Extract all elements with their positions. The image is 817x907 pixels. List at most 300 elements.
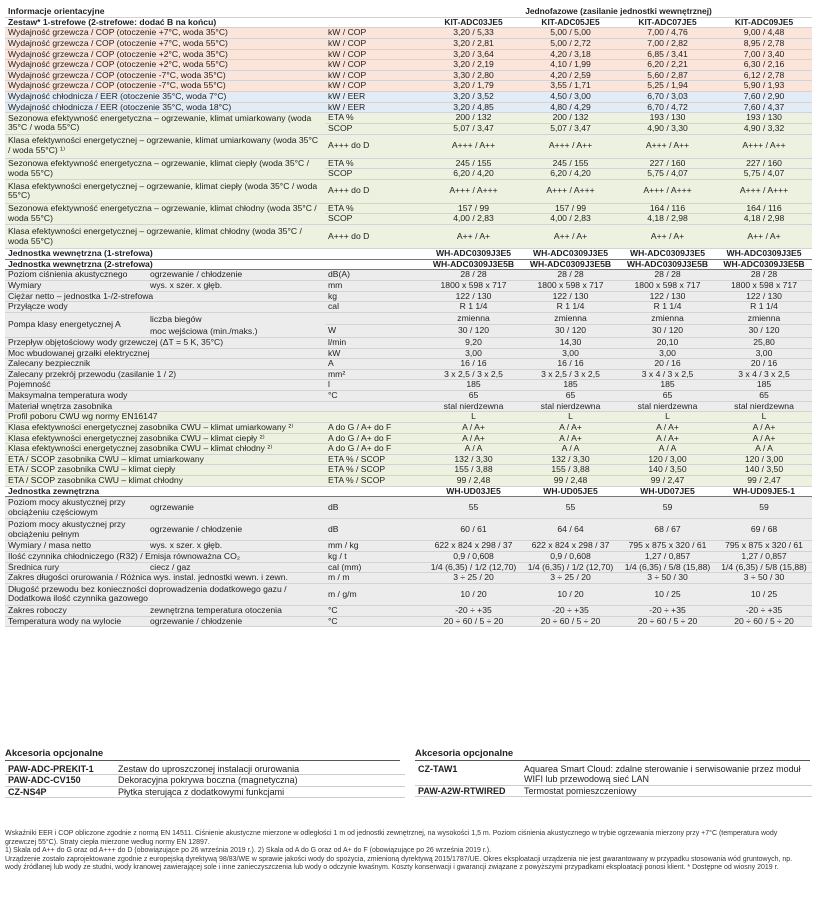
value-cell: R 1 1/4 xyxy=(619,302,716,313)
value-cell: 3 ÷ 25 / 20 xyxy=(425,573,522,584)
value-cell: 69 / 68 xyxy=(716,519,812,541)
value-cell: KIT-ADC03JE5 xyxy=(425,17,522,28)
row-label xyxy=(5,312,325,337)
value-cell: 155 / 3,88 xyxy=(522,465,619,476)
indoor-title-1: Jednostka wewnętrzna (1-strefowa) xyxy=(5,249,425,260)
spec-row xyxy=(5,380,812,391)
value-cell: 28 / 28 xyxy=(619,270,716,281)
footnotes xyxy=(5,830,805,873)
value-cell: zmienna xyxy=(522,312,619,325)
row-label xyxy=(5,562,325,573)
row-unit: m / m xyxy=(325,573,425,584)
value-cell: L xyxy=(716,412,812,423)
row-unit: dB xyxy=(325,497,425,519)
spec-row xyxy=(5,92,812,103)
value-cell: WH-UD03JE5 xyxy=(425,486,522,497)
value-cell: 20 ÷ 60 / 5 ÷ 20 xyxy=(716,616,812,627)
value-cell: A / A xyxy=(619,444,716,455)
value-cell: 5,00 / 5,00 xyxy=(522,28,619,39)
value-cell: 55 xyxy=(425,497,522,519)
row-label xyxy=(5,280,325,291)
value-cell: 3,00 xyxy=(522,348,619,359)
row-unit: °C xyxy=(325,391,425,402)
row-unit: A+++ do D xyxy=(325,225,425,249)
value-cell: 4,90 / 3,32 xyxy=(716,123,812,134)
spec-row xyxy=(5,113,812,124)
row-label-text: Temperatura wody na wylocie xyxy=(8,616,122,626)
value-cell: 0,9 / 0,608 xyxy=(425,551,522,562)
value-cell: zmienna xyxy=(619,312,716,325)
value-cell: 120 / 3,00 xyxy=(716,454,812,465)
value-cell: 3 x 4 / 3 x 2,5 xyxy=(619,369,716,380)
value-cell: 185 xyxy=(716,380,812,391)
spec-row xyxy=(5,291,812,302)
value-cell: 0,9 / 0,608 xyxy=(522,551,619,562)
value-cell: 20 ÷ 60 / 5 ÷ 20 xyxy=(619,616,716,627)
row-label xyxy=(5,605,325,616)
pump-label: Pompa klasy energetycznej A xyxy=(8,319,121,330)
row-label: Zalecany bezpiecznik xyxy=(5,359,325,370)
row-sub-label: ogrzewanie xyxy=(150,501,194,512)
row-label: Sezonowa efektywność energetyczna – ogrzewanie, klimat chłodny (woda 35°C / woda 55°C) xyxy=(5,203,325,224)
spec-row xyxy=(5,433,812,444)
row-unit: kW / COP xyxy=(325,81,425,92)
row-label: Wydajność grzewcza / COP (otoczenie +7°C, woda 35°C) xyxy=(5,28,325,39)
row-label: Długość przewodu bez konieczności doprowadzenia dodatkowego gazu / Dodatkowa ilość czynnika gazowego xyxy=(5,583,325,605)
value-cell: 6,30 / 2,16 xyxy=(716,60,812,71)
value-cell: A / A xyxy=(522,444,619,455)
row-sub-label: wys. x szer. x głęb. xyxy=(150,280,223,290)
value-cell: 3 x 4 / 3 x 2,5 xyxy=(716,369,812,380)
value-cell: R 1 1/4 xyxy=(425,302,522,313)
row-sub-label: ogrzewanie / chłodzenie xyxy=(150,523,243,534)
value-cell: 164 / 116 xyxy=(716,203,812,214)
value-cell: WH-ADC0309J3E5 xyxy=(716,249,812,260)
value-cell: A+++ / A++ xyxy=(619,134,716,158)
row-unit: A+++ do D xyxy=(325,134,425,158)
accessory-row xyxy=(5,775,405,786)
spec-row xyxy=(5,70,812,81)
row-unit: kg xyxy=(325,291,425,302)
row-label: Profil poboru CWU wg normy EN16147 xyxy=(5,412,325,423)
value-cell: 1/4 (6,35) / 1/2 (12,70) xyxy=(522,562,619,573)
value-cell: 7,00 / 2,82 xyxy=(619,38,716,49)
row-unit: kW / COP xyxy=(325,28,425,39)
value-cell: 65 xyxy=(716,391,812,402)
row-unit: W xyxy=(325,325,425,338)
value-cell: 9,20 xyxy=(425,337,522,348)
value-cell: 25,80 xyxy=(716,337,812,348)
value-cell: 65 xyxy=(619,391,716,402)
value-cell: 3,30 / 2,80 xyxy=(425,70,522,81)
row-unit: kW / COP xyxy=(325,70,425,81)
row-unit: kW / EER xyxy=(325,92,425,103)
value-cell: 3,20 / 1,79 xyxy=(425,81,522,92)
spec-row xyxy=(5,60,812,71)
accessory-code: PAW-ADC-CV150 xyxy=(5,775,115,786)
spec-row xyxy=(5,616,812,627)
value-cell: zmienna xyxy=(716,312,812,325)
value-cell: 3 x 2,5 / 3 x 2,5 xyxy=(522,369,619,380)
accessory-description: Zestaw do uproszczonej instalacji orurowania xyxy=(115,764,405,775)
value-cell: 1/4 (6,35) / 1/2 (12,70) xyxy=(425,562,522,573)
value-cell: A+++ / A++ xyxy=(425,134,522,158)
accessories-right-title: Akcesoria opcjonalne xyxy=(415,748,810,761)
value-cell: R 1 1/4 xyxy=(522,302,619,313)
spec-row xyxy=(5,486,812,497)
value-cell: A / A+ xyxy=(619,433,716,444)
row-label: Ciężar netto – jednostka 1-/2-strefowa xyxy=(5,291,325,302)
value-cell: A / A+ xyxy=(716,422,812,433)
value-cell: 227 / 160 xyxy=(619,158,716,169)
row-unit: SCOP xyxy=(325,123,425,134)
row-label xyxy=(5,519,325,541)
value-cell: 1800 x 598 x 717 xyxy=(619,280,716,291)
row-sub-label: wys. x szer. x głęb. xyxy=(150,540,223,551)
value-cell: 5,75 / 4,07 xyxy=(716,169,812,180)
row-label: Wydajność chłodnicza / EER (otoczenie 35°C, woda 18°C) xyxy=(5,102,325,113)
spec-row xyxy=(5,369,812,380)
row-label: Przepływ objętościowy wody grzewczej (ΔT = 5 K, 35°C) xyxy=(5,337,325,348)
row-unit: mm xyxy=(325,280,425,291)
value-cell: 7,60 / 4,37 xyxy=(716,102,812,113)
value-cell: A++ / A+ xyxy=(425,225,522,249)
value-cell: 155 / 3,88 xyxy=(425,465,522,476)
row-unit xyxy=(325,401,425,412)
spec-row xyxy=(5,519,812,541)
spec-row xyxy=(5,551,812,562)
row-unit: cal xyxy=(325,302,425,313)
value-cell: 227 / 160 xyxy=(716,158,812,169)
value-cell: 5,07 / 3,47 xyxy=(522,123,619,134)
value-cell: 245 / 155 xyxy=(425,158,522,169)
value-cell: 7,00 / 3,40 xyxy=(716,49,812,60)
spec-row xyxy=(5,401,812,412)
spec-row xyxy=(5,38,812,49)
value-cell: 3,00 xyxy=(716,348,812,359)
row-sub-label: ogrzewanie / chłodzenie xyxy=(150,269,243,280)
value-cell: 5,60 / 2,87 xyxy=(619,70,716,81)
spec-row xyxy=(5,225,812,249)
value-cell: KIT-ADC09JE5 xyxy=(716,17,812,28)
value-cell: 122 / 130 xyxy=(425,291,522,302)
value-cell: A+++ / A++ xyxy=(716,134,812,158)
spec-row xyxy=(5,249,812,260)
value-cell: 20 / 16 xyxy=(619,359,716,370)
value-cell: 6,70 / 4,72 xyxy=(619,102,716,113)
row-unit xyxy=(325,312,425,325)
value-cell: zmienna xyxy=(425,312,522,325)
accessory-code: PAW-A2W-RTWIRED xyxy=(415,785,521,796)
value-cell: 8,95 / 2,78 xyxy=(716,38,812,49)
value-cell: 200 / 132 xyxy=(425,113,522,124)
row-label: ETA / SCOP zasobnika CWU – klimat chłodny xyxy=(5,476,325,487)
row-unit: kW xyxy=(325,348,425,359)
value-cell: 193 / 130 xyxy=(619,113,716,124)
value-cell: 65 xyxy=(522,391,619,402)
value-cell: 185 xyxy=(522,380,619,391)
row-label: Klasa efektywności energetycznej zasobnika CWU – klimat umiarkowany ²⁾ xyxy=(5,422,325,433)
value-cell: 5,25 / 1,94 xyxy=(619,81,716,92)
value-cell: 1800 x 598 x 717 xyxy=(716,280,812,291)
spec-row xyxy=(5,270,812,281)
row-unit: SCOP xyxy=(325,169,425,180)
value-cell: 3,20 / 3,64 xyxy=(425,49,522,60)
value-cell: 622 x 824 x 298 / 37 xyxy=(522,541,619,552)
value-cell: 6,85 / 3,41 xyxy=(619,49,716,60)
value-cell: 185 xyxy=(425,380,522,391)
value-cell: 122 / 130 xyxy=(619,291,716,302)
value-cell: 5,75 / 4,07 xyxy=(619,169,716,180)
value-cell: 1/4 (6,35) / 5/8 (15,88) xyxy=(716,562,812,573)
accessory-row xyxy=(5,786,405,797)
value-cell: 140 / 3,50 xyxy=(619,465,716,476)
value-cell: 20 ÷ 60 / 5 ÷ 20 xyxy=(425,616,522,627)
value-cell: WH-ADC0309J3E5B xyxy=(425,259,522,270)
value-cell: 30 / 120 xyxy=(619,325,716,338)
value-cell: A / A+ xyxy=(716,433,812,444)
accessory-code: CZ-TAW1 xyxy=(415,764,521,785)
row-label-text: Wymiary xyxy=(8,280,42,290)
row-label: Wydajność chłodnicza / EER (otoczenie 35°C, woda 7°C) xyxy=(5,92,325,103)
value-cell: WH-UD07JE5 xyxy=(619,486,716,497)
accessory-description: Termostat pomieszczeniowy xyxy=(521,785,812,796)
accessories-left-table xyxy=(5,764,405,798)
spec-row xyxy=(5,348,812,359)
row-label: Materiał wnętrza zasobnika xyxy=(5,401,325,412)
row-unit: A do G / A+ do F xyxy=(325,444,425,455)
row-unit: m / g/m xyxy=(325,583,425,605)
value-cell: 59 xyxy=(716,497,812,519)
spec-row xyxy=(5,81,812,92)
value-cell: 3,55 / 1,71 xyxy=(522,81,619,92)
row-label-text: Zakres roboczy xyxy=(8,605,67,615)
value-cell: 4,18 / 2,98 xyxy=(619,214,716,225)
row-unit: ETA % xyxy=(325,203,425,214)
value-cell: 4,80 / 4,29 xyxy=(522,102,619,113)
value-cell: A+++ / A+++ xyxy=(619,179,716,203)
value-cell: 1,27 / 0,857 xyxy=(619,551,716,562)
spec-table xyxy=(5,7,812,627)
value-cell: stal nierdzewna xyxy=(619,401,716,412)
value-cell: A / A xyxy=(425,444,522,455)
row-label: Klasa efektywności energetycznej – ogrzewanie, klimat ciepły (woda 35°C / woda 55°C) xyxy=(5,179,325,203)
spec-row xyxy=(5,203,812,214)
value-cell: 795 x 875 x 320 / 61 xyxy=(619,541,716,552)
value-cell: 200 / 132 xyxy=(522,113,619,124)
value-cell: 7,60 / 2,90 xyxy=(716,92,812,103)
value-cell: 4,20 / 3,18 xyxy=(522,49,619,60)
value-cell: 6,20 / 4,20 xyxy=(425,169,522,180)
value-cell: 122 / 130 xyxy=(716,291,812,302)
value-cell: 5,07 / 3,47 xyxy=(425,123,522,134)
row-sub-label: ogrzewanie / chłodzenie xyxy=(150,616,243,626)
value-cell: WH-ADC0309J3E5 xyxy=(425,249,522,260)
row-unit: dB(A) xyxy=(325,270,425,281)
spec-row xyxy=(5,412,812,423)
value-cell: WH-UD09JE5-1 xyxy=(716,486,812,497)
value-cell: 4,10 / 1,99 xyxy=(522,60,619,71)
value-cell: 99 / 2,48 xyxy=(522,476,619,487)
value-cell: A+++ / A+++ xyxy=(425,179,522,203)
spec-row xyxy=(5,465,812,476)
row-label: Wydajność grzewcza / COP (otoczenie +2°C, woda 55°C) xyxy=(5,60,325,71)
spec-row xyxy=(5,302,812,313)
outdoor-title: Jednostka zewnętrzna xyxy=(5,486,425,497)
row-label: Wydajność grzewcza / COP (otoczenie -7°C, woda 55°C) xyxy=(5,81,325,92)
value-cell: 59 xyxy=(619,497,716,519)
value-cell: 99 / 2,47 xyxy=(619,476,716,487)
accessory-row xyxy=(415,764,812,785)
row-unit: kg / t xyxy=(325,551,425,562)
value-cell: 3 x 2,5 / 3 x 2,5 xyxy=(425,369,522,380)
value-cell: 99 / 2,47 xyxy=(716,476,812,487)
value-cell: 28 / 28 xyxy=(716,270,812,281)
row-label: ETA / SCOP zasobnika CWU – klimat ciepły xyxy=(5,465,325,476)
pump-sub-labels xyxy=(150,313,257,337)
row-label: Sezonowa efektywność energetyczna – ogrzewanie, klimat umiarkowany (woda 35°C / woda 55°C) xyxy=(5,113,325,134)
value-cell: A / A+ xyxy=(425,422,522,433)
value-cell: 193 / 130 xyxy=(716,113,812,124)
value-cell: 20 / 16 xyxy=(716,359,812,370)
row-label-text: Poziom ciśnienia akustycznego xyxy=(8,269,128,280)
pump-sub-label: liczba biegów xyxy=(150,313,202,324)
row-label: Przyłącze wody xyxy=(5,302,325,313)
value-cell: WH-ADC0309J3E5B xyxy=(522,259,619,270)
value-cell: stal nierdzewna xyxy=(716,401,812,412)
spec-row xyxy=(5,454,812,465)
value-cell: WH-UD05JE5 xyxy=(522,486,619,497)
row-label xyxy=(5,497,325,519)
value-cell: 60 / 61 xyxy=(425,519,522,541)
spec-row xyxy=(5,476,812,487)
row-label: Zalecany przekrój przewodu (zasilanie 1 / 2) xyxy=(5,369,325,380)
row-label xyxy=(5,541,325,552)
row-label: Pojemność xyxy=(5,380,325,391)
value-cell: 245 / 155 xyxy=(522,158,619,169)
set-label: Zestaw* 1-strefowe (2-strefowe: dodać B na końcu) xyxy=(5,17,425,28)
spec-row xyxy=(5,583,812,605)
value-cell: 140 / 3,50 xyxy=(716,465,812,476)
value-cell: -20 ÷ +35 xyxy=(619,605,716,616)
value-cell: 10 / 20 xyxy=(522,583,619,605)
row-unit: kW / COP xyxy=(325,60,425,71)
spec-row xyxy=(5,562,812,573)
row-unit xyxy=(325,412,425,423)
value-cell: 9,00 / 4,48 xyxy=(716,28,812,39)
value-cell: 6,70 / 3,03 xyxy=(619,92,716,103)
row-unit: kW / COP xyxy=(325,38,425,49)
value-cell: 6,12 / 2,78 xyxy=(716,70,812,81)
value-cell: 55 xyxy=(522,497,619,519)
value-cell: A / A+ xyxy=(522,422,619,433)
spec-row xyxy=(5,49,812,60)
value-cell: 1800 x 598 x 717 xyxy=(522,280,619,291)
value-cell: 1/4 (6,35) / 5/8 (15,88) xyxy=(619,562,716,573)
row-unit: A do G / A+ do F xyxy=(325,433,425,444)
value-cell: KIT-ADC07JE5 xyxy=(619,17,716,28)
spec-row xyxy=(5,422,812,433)
row-label: Zakres długości orurowania / Różnica wys. instal. jednostki wewn. i zewn. xyxy=(5,573,325,584)
row-unit: cal (mm) xyxy=(325,562,425,573)
value-cell: 20,10 xyxy=(619,337,716,348)
value-cell: -20 ÷ +35 xyxy=(716,605,812,616)
value-cell: 4,00 / 2,83 xyxy=(425,214,522,225)
value-cell: 30 / 120 xyxy=(716,325,812,338)
row-label: Maksymalna temperatura wody xyxy=(5,391,325,402)
spec-row xyxy=(5,605,812,616)
value-cell: A++ / A+ xyxy=(522,225,619,249)
value-cell: 157 / 99 xyxy=(522,203,619,214)
footnote-3: Urządzenie zostało zaprojektowane zgodnie z europejską dyrektywą 98/83/WE w sprawie jakości wody do spożycia, zmienioną dyrektywą 2015/1787/UE. Okres eksploatacji urządzenia nie jest gwarantowany w przypadku stosowania wód gruntowych, np. wody źródlanej lub wody ze studni, wody kranowej zawierającej sole i inne zanieczyszczenia lub wody o odczynie kwaśnym. Koszty konserwacji i gwarancji związane z powyższymi przypadkami eksploatacji ponosi klient. * Dostępne od wiosny 2019 r. xyxy=(5,855,793,872)
spec-row xyxy=(5,312,812,325)
value-cell: 122 / 130 xyxy=(522,291,619,302)
row-unit: SCOP xyxy=(325,214,425,225)
row-label: Klasa efektywności energetycznej – ogrzewanie, klimat chłodny (woda 35°C / woda 55°C) xyxy=(5,225,325,249)
spec-row xyxy=(5,573,812,584)
value-cell: WH-ADC0309J3E5 xyxy=(619,249,716,260)
value-cell: 185 xyxy=(619,380,716,391)
row-unit: mm² xyxy=(325,369,425,380)
row-unit: °C xyxy=(325,605,425,616)
spec-row xyxy=(5,102,812,113)
row-label: Wydajność grzewcza / COP (otoczenie +2°C, woda 35°C) xyxy=(5,49,325,60)
row-unit: A xyxy=(325,359,425,370)
value-cell: 20 ÷ 60 / 5 ÷ 20 xyxy=(522,616,619,627)
row-label: Klasa efektywności energetycznej zasobnika CWU – klimat chłodny ²⁾ xyxy=(5,444,325,455)
value-cell: 1800 x 598 x 717 xyxy=(425,280,522,291)
row-label: Klasa efektywności energetycznej – ogrzewanie, klimat umiarkowany (woda 35°C / woda 55°C) ¹⁾ xyxy=(5,134,325,158)
row-unit: dB xyxy=(325,519,425,541)
info-title: Informacje orientacyjne xyxy=(5,7,425,17)
value-cell: 28 / 28 xyxy=(425,270,522,281)
row-unit: ETA % xyxy=(325,113,425,124)
row-label: Ilość czynnika chłodniczego (R32) / Emisja równoważna CO₂ xyxy=(5,551,325,562)
row-label-text: Poziom mocy akustycznej przy obciążeniu pełnym xyxy=(8,519,126,539)
value-cell: KIT-ADC05JE5 xyxy=(522,17,619,28)
row-unit: kW / COP xyxy=(325,49,425,60)
value-cell: A / A+ xyxy=(425,433,522,444)
value-cell: A++ / A+ xyxy=(619,225,716,249)
value-cell: R 1 1/4 xyxy=(716,302,812,313)
spec-row xyxy=(5,7,812,17)
row-label: ETA / SCOP zasobnika CWU – klimat umiarkowany xyxy=(5,454,325,465)
accessory-code: CZ-NS4P xyxy=(5,786,115,797)
value-cell: 3,00 xyxy=(619,348,716,359)
value-cell: 3,20 / 2,19 xyxy=(425,60,522,71)
value-cell: A / A+ xyxy=(619,422,716,433)
value-cell: 64 / 64 xyxy=(522,519,619,541)
value-cell: 3,00 xyxy=(425,348,522,359)
value-cell: 5,90 / 1,93 xyxy=(716,81,812,92)
value-cell: -20 ÷ +35 xyxy=(522,605,619,616)
spec-row xyxy=(5,17,812,28)
value-cell: 164 / 116 xyxy=(619,203,716,214)
row-unit: l/min xyxy=(325,337,425,348)
value-cell: stal nierdzewna xyxy=(425,401,522,412)
value-cell: 3,20 / 4,85 xyxy=(425,102,522,113)
row-label: Sezonowa efektywność energetyczna – ogrzewanie, klimat ciepły (woda 35°C / woda 55°C) xyxy=(5,158,325,179)
value-cell: 132 / 3,30 xyxy=(522,454,619,465)
value-cell: 3 ÷ 50 / 30 xyxy=(716,573,812,584)
value-cell: 16 / 16 xyxy=(522,359,619,370)
row-unit: ETA % xyxy=(325,158,425,169)
row-unit: ETA % / SCOP xyxy=(325,465,425,476)
value-cell: 28 / 28 xyxy=(522,270,619,281)
value-cell: 16 / 16 xyxy=(425,359,522,370)
row-unit: l xyxy=(325,380,425,391)
value-cell: 3,20 / 2,81 xyxy=(425,38,522,49)
